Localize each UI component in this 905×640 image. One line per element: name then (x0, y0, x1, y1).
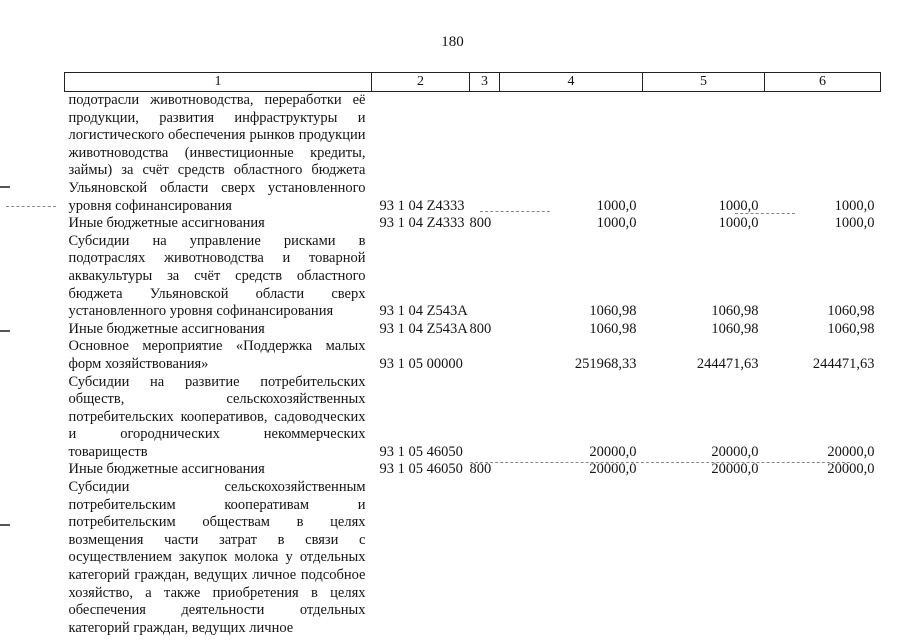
column-header-4: 4 (500, 73, 643, 92)
table-row (65, 92, 881, 216)
row-value-col4: 251968,33 (574, 355, 637, 372)
scan-margin-mark (0, 186, 10, 188)
column-header-1: 1 (65, 73, 372, 92)
row-expense-type (470, 338, 500, 373)
page-number: 180 (441, 34, 464, 50)
row-description: Иные бюджетные ассигнования (68, 461, 265, 478)
row-value-col4: 1000,0 (596, 215, 637, 232)
row-code: 93 1 04 Z543A (379, 320, 468, 337)
row-value-col5: 1000,0 (718, 197, 759, 214)
row-value-col5 (643, 479, 765, 637)
table-row (65, 321, 881, 339)
table-header-row (65, 73, 881, 92)
row-value-col5: 20000,0 (711, 443, 759, 460)
table-row (65, 461, 881, 479)
row-value-col5: 244471,63 (696, 355, 759, 372)
row-description: подотрасли животноводства, переработки её продукции, развития инфраструктуры и логистического обеспечения рынков продукции животноводства (инвестиционные кредиты, займы) за счёт средств областного бюджета Ульяновской области сверх установленного уровня софинансирования (68, 92, 366, 214)
row-description: Иные бюджетные ассигнования (68, 215, 265, 232)
row-code (372, 479, 470, 637)
row-value-col4: 1060,98 (589, 320, 637, 337)
row-expense-type (470, 92, 500, 216)
row-value-col4 (500, 479, 643, 637)
scan-dash-line (735, 213, 795, 215)
row-code: 93 1 04 Z543A (379, 303, 468, 320)
row-value-col4: 1000,0 (596, 197, 637, 214)
row-expense-type (470, 479, 500, 637)
row-value-col6: 20000,0 (827, 443, 875, 460)
column-header-5: 5 (643, 73, 765, 92)
row-value-col6: 20000,0 (827, 461, 875, 478)
row-code: 93 1 04 Z4333 (379, 197, 465, 214)
row-value-col5: 20000,0 (711, 461, 759, 478)
row-value-col6: 244471,63 (812, 355, 875, 372)
row-expense-type: 800 (469, 461, 492, 478)
row-expense-type: 800 (469, 215, 492, 232)
row-value-col6: 1000,0 (834, 197, 875, 214)
row-value-col5: 1000,0 (718, 215, 759, 232)
budget-table (64, 72, 881, 637)
scan-dash-line (470, 462, 850, 464)
row-description: Основное мероприятие «Поддержка малых форм хозяйствования» (68, 338, 366, 372)
row-value-col4: 1060,98 (589, 303, 637, 320)
row-value-col6: 1000,0 (834, 215, 875, 232)
table-row (65, 233, 881, 321)
row-expense-type (470, 233, 500, 321)
row-value-col4: 20000,0 (589, 443, 637, 460)
row-code: 93 1 05 46050 (379, 461, 463, 478)
row-code: 93 1 04 Z4333 (379, 215, 465, 232)
row-description: Субсидии на развитие потребительских обществ, сельскохозяйственных потребительских кооперативов, садоводческих и огороднических некоммерческих товариществ (68, 373, 366, 460)
row-value-col6 (765, 479, 881, 637)
row-code: 93 1 05 46050 (379, 443, 463, 460)
scan-dash-line (6, 206, 56, 208)
row-value-col5: 1060,98 (711, 303, 759, 320)
row-expense-type: 800 (469, 320, 492, 337)
row-expense-type (470, 374, 500, 462)
row-description: Иные бюджетные ассигнования (68, 320, 265, 337)
table-row (65, 215, 881, 233)
column-header-6: 6 (765, 73, 881, 92)
row-value-col6: 1060,98 (827, 320, 875, 337)
column-header-3: 3 (470, 73, 500, 92)
row-value-col5: 1060,98 (711, 320, 759, 337)
table-row (65, 479, 881, 637)
column-header-2: 2 (372, 73, 470, 92)
scan-dash-line (480, 211, 550, 213)
row-value-col6: 1060,98 (827, 303, 875, 320)
scan-margin-mark (0, 330, 10, 332)
scan-margin-mark (0, 524, 10, 526)
row-code: 93 1 05 00000 (379, 355, 463, 372)
row-description: Субсидии на управление рисками в подотраслях животноводства и товарной аквакультуры за счёт средств областного бюджета Ульяновской области сверх установленного уровня софинансирования (68, 232, 366, 320)
table-row (65, 338, 881, 373)
table-row (65, 374, 881, 462)
row-description: Субсидии сельскохозяйственным потребительским кооперативам и потребительским обществам в целях возмещения части затрат в связи с осуществлением закупок молока у отдельных категорий граждан, ведущих личное подсобное хозяйство, а также приобретения в целях обеспечения деятельности отдельных категорий граждан, ведущих личное (68, 479, 366, 636)
row-value-col4: 20000,0 (589, 461, 637, 478)
